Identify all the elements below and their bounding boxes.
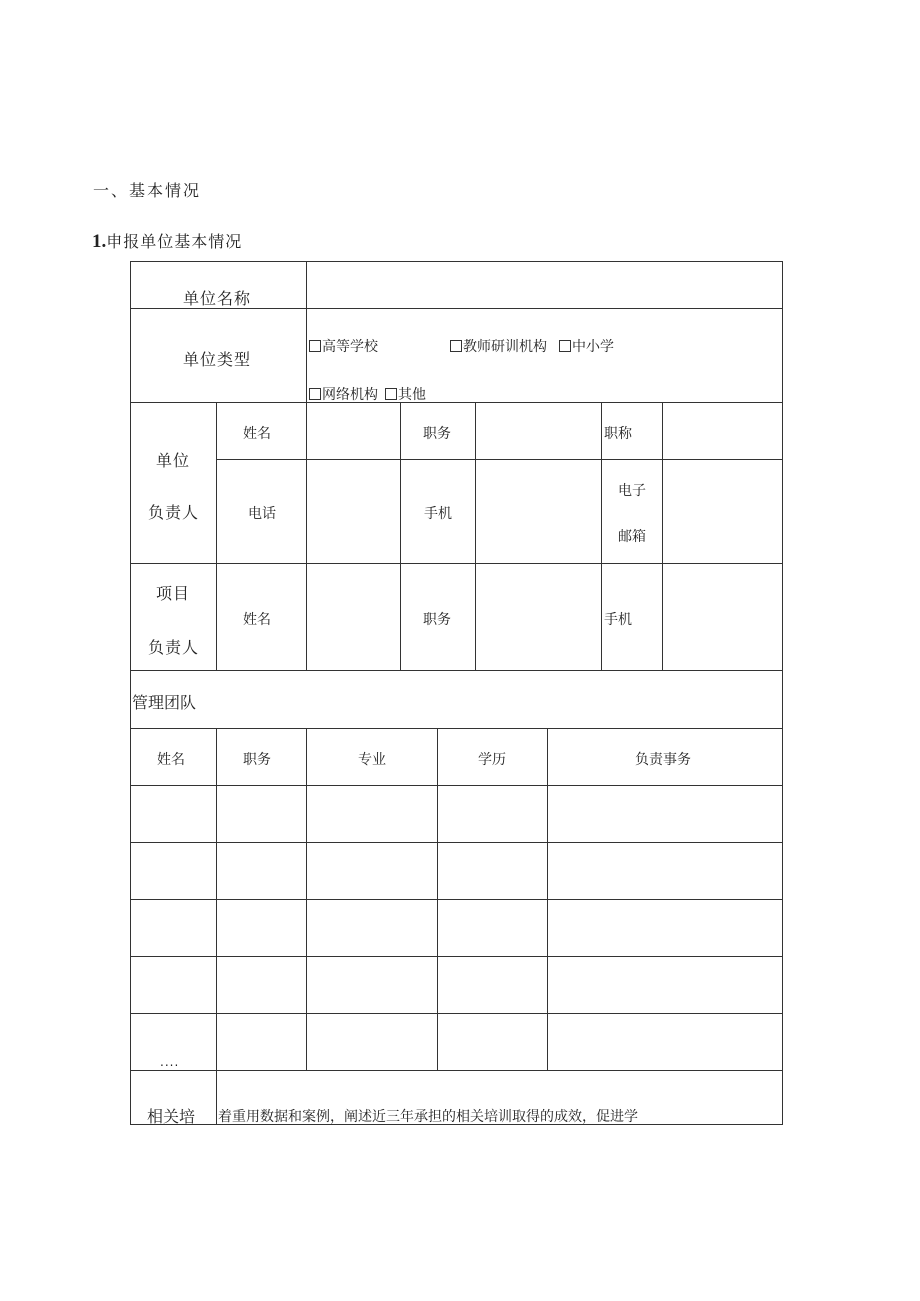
leader-title-label: 职称 (604, 426, 632, 442)
type-option-research-institute[interactable]: 教师研训机构 (450, 336, 547, 356)
leader-phone-label: 电话 (248, 506, 276, 522)
row-divider (130, 785, 783, 786)
row-divider (130, 842, 783, 843)
type-option-network[interactable]: 网络机构 (309, 384, 378, 404)
col-divider (216, 728, 217, 1070)
row-divider (130, 670, 783, 671)
row-divider (130, 728, 783, 729)
unit-name-label: 单位名称 (183, 289, 252, 308)
type-option-school[interactable]: 中小学 (559, 336, 614, 356)
col-divider (437, 728, 438, 1070)
unit-type-label: 单位类型 (183, 350, 252, 369)
leader-label-line1: 单位 (156, 451, 191, 470)
team-header-duties: 负责事务 (635, 752, 691, 768)
row-divider (130, 899, 783, 900)
leader-email-field[interactable] (663, 460, 782, 563)
checkbox-icon (309, 388, 321, 400)
team-header-major: 专业 (358, 752, 386, 768)
row-divider (130, 1013, 783, 1014)
table-border-left (130, 261, 131, 1125)
project-leader-mobile-label: 手机 (604, 612, 632, 628)
project-leader-label-line2: 负责人 (148, 638, 200, 657)
subsection-heading (92, 229, 242, 253)
project-leader-label-line1: 项目 (156, 584, 191, 603)
col-divider (216, 1070, 217, 1124)
table-border-right (782, 261, 783, 1125)
unit-name-field[interactable] (307, 262, 782, 308)
leader-phone-field[interactable] (307, 460, 400, 563)
team-ellipsis: .... (160, 1055, 180, 1069)
project-leader-mobile-field[interactable] (663, 564, 782, 670)
project-leader-name-label: 姓名 (243, 612, 271, 628)
team-title: 管理团队 (132, 693, 197, 712)
leader-name-field[interactable] (307, 403, 400, 459)
leader-mobile-field[interactable] (476, 460, 601, 563)
subsection-title: 申报单位基本情况 (106, 232, 243, 251)
checkbox-icon (559, 340, 571, 352)
row-divider (130, 956, 783, 957)
leader-position-label: 职务 (423, 426, 451, 442)
project-leader-name-field[interactable] (307, 564, 400, 670)
leader-title-field[interactable] (663, 403, 782, 459)
project-leader-position-field[interactable] (476, 564, 601, 670)
section-heading: 一、基本情况 (93, 181, 202, 200)
col-divider (216, 402, 217, 670)
team-header-position: 职务 (243, 752, 271, 768)
leader-email-label-line2: 邮箱 (618, 529, 646, 545)
training-label: 相关培 (147, 1107, 196, 1126)
row-divider (130, 1070, 783, 1071)
leader-position-field[interactable] (476, 403, 601, 459)
col-divider (601, 402, 602, 670)
col-divider (400, 402, 401, 670)
team-header-education: 学历 (478, 752, 506, 768)
col-divider (306, 728, 307, 1070)
col-divider (547, 728, 548, 1070)
leader-email-label-line1: 电子 (618, 483, 646, 499)
leader-name-label: 姓名 (243, 426, 271, 442)
team-header-name: 姓名 (157, 752, 185, 768)
leader-label-line2: 负责人 (148, 503, 200, 522)
type-option-other[interactable]: 其他 (385, 384, 426, 404)
project-leader-position-label: 职务 (423, 612, 451, 628)
subsection-number: 1. (92, 231, 107, 252)
checkbox-icon (309, 340, 321, 352)
training-description: 着重用数据和案例，阐述近三年承担的相关培训取得的成效，促进学 (218, 1109, 638, 1125)
checkbox-icon (385, 388, 397, 400)
type-option-university[interactable]: 高等学校 (309, 336, 378, 356)
checkbox-icon (450, 340, 462, 352)
leader-mobile-label: 手机 (424, 506, 452, 522)
